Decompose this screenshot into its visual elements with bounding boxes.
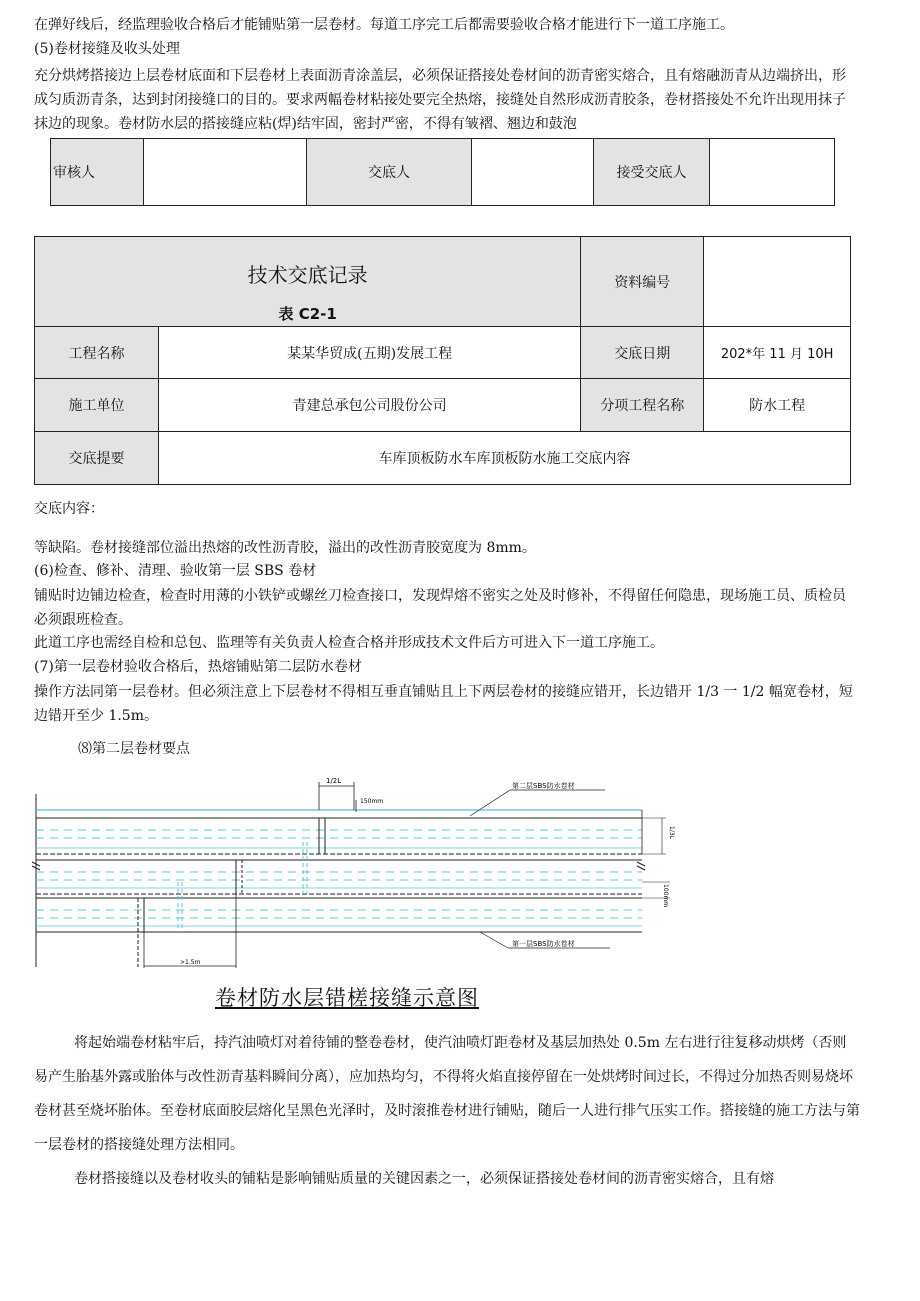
heading-7: (7)第一层卷材验收合格后，热熔铺贴第二层防水卷材: [34, 659, 362, 675]
record-title-cell: [35, 237, 581, 327]
label-half-length: 1/2L: [326, 777, 342, 785]
subitem-value: 防水工程: [704, 379, 851, 432]
unit-value: 青建总承包公司股份公司: [159, 379, 581, 432]
reviewer-label: 审核人: [51, 139, 144, 206]
paragraph-6: 铺贴时边铺边检查，检查时用薄的小铁铲或螺丝刀检查接口，发现焊熔不密实之处及时修补，不得留任何隐患，现场施工员、质检员必须跟班检查。: [34, 588, 846, 628]
paragraph-6b: 此道工序也需经自检和总包、监理等有关负责人检查合格并形成技术文件后方可进入下一道工序施工。: [34, 635, 664, 651]
discloser-label: 交底人: [307, 139, 472, 206]
paragraph-5: 充分烘烤搭接边上层卷材底面和下层卷材上表面沥青涂盖层，必须保证搭接处卷材间的沥青密实熔合，且有熔融沥青从边端挤出，形成匀质沥青条，达到封闭接缝口的目的。要求两幅卷材粘接处要完全热熔，接缝处自然形成沥青胶条，卷材搭接处不允许出现用抹子抹边的现象。卷材防水层的搭接缝应粘(焊)结牢固，密封严密，不得有皱褶、翘边和鼓泡: [34, 68, 846, 132]
heading-6: (6)检查、修补、清理、验收第一层 SBS 卷材: [34, 563, 317, 579]
seam-diagram: [30, 772, 680, 977]
summary-value: 车库顶板防水车库顶板防水施工交底内容: [159, 432, 851, 485]
content-label: 交底内容：: [34, 501, 104, 517]
project-label: 工程名称: [35, 327, 159, 379]
label-third-length: 1/3L: [668, 826, 675, 839]
heading-8: ⑻第二层卷材要点: [78, 741, 190, 757]
doc-no-value: [704, 237, 851, 327]
content-line-1: 等缺陷。卷材接缝部位溢出热熔的改性沥青胶，溢出的改性沥青胶宽度为 8mm。: [34, 540, 536, 556]
record-table: [34, 236, 851, 485]
date-label: 交底日期: [581, 327, 704, 379]
break-mark-right: [637, 862, 645, 870]
receiver-label: 接受交底人: [594, 139, 710, 206]
leader-first: [480, 932, 508, 948]
label-15m: >1.5m: [180, 959, 201, 966]
form-number: 表 C2-1: [278, 305, 337, 323]
body-paragraph-1: 将起始端卷材粘牢后，持汽油喷灯对着待铺的整卷卷材，使汽油喷灯距卷材及基层加热处 0.5m 左右进行往复移动烘烤（否则易产生胎基外露或胎体与改性沥青基料瞬间分离），应加热均匀，不得将火焰直接停留在一处烘烤时间过长，不得过分加热否则易烧坏卷材甚至烧坏胎体。至卷材底面胶层熔化呈黑色光泽时，及时滚推卷材进行铺贴，随后一人进行排气压实工作。搭接缝的施工方法与第一层卷材的搭接缝处理方法相同。: [34, 1035, 860, 1153]
label-150mm: 150mm: [360, 798, 384, 805]
discloser-value: [472, 139, 594, 206]
leader-second: [470, 790, 510, 816]
record-title: 技术交底记录: [247, 263, 368, 287]
sign-table: [50, 138, 835, 206]
heading-5: (5)卷材接缝及收头处理: [34, 41, 180, 57]
label-second-layer: 第二层SBS防水卷材: [512, 782, 575, 790]
diagram-caption: 卷材防水层错槎接缝示意图: [215, 986, 479, 1010]
reviewer-value: [144, 139, 307, 206]
receiver-value: [710, 139, 835, 206]
label-100mm: 100mm: [662, 884, 669, 908]
summary-label: 交底提要: [35, 432, 159, 485]
unit-label: 施工单位: [35, 379, 159, 432]
top-line: 在弹好线后，经监理验收合格后才能铺贴第一层卷材。每道工序完工后都需要验收合格才能进行下一道工序施工。: [34, 17, 734, 33]
date-value: 202*年 11 月 10H: [704, 327, 851, 379]
body-paragraph-2: 卷材搭接缝以及卷材收头的铺粘是影响铺贴质量的关键因素之一，必须保证搭接处卷材间的沥青密实熔合，且有熔: [74, 1171, 774, 1187]
doc-no-label: 资料编号: [581, 237, 704, 327]
label-first-layer: 第一层SBS防水卷材: [512, 940, 575, 948]
paragraph-7: 操作方法同第一层卷材。但必须注意上下层卷材不得相互垂直铺贴且上下两层卷材的接缝应错开，长边错开 1/3 一 1/2 幅宽卷材，短边错开至少 1.5m。: [34, 684, 853, 724]
subitem-label: 分项工程名称: [581, 379, 704, 432]
project-value: 某某华贸成(五期)发展工程: [159, 327, 581, 379]
